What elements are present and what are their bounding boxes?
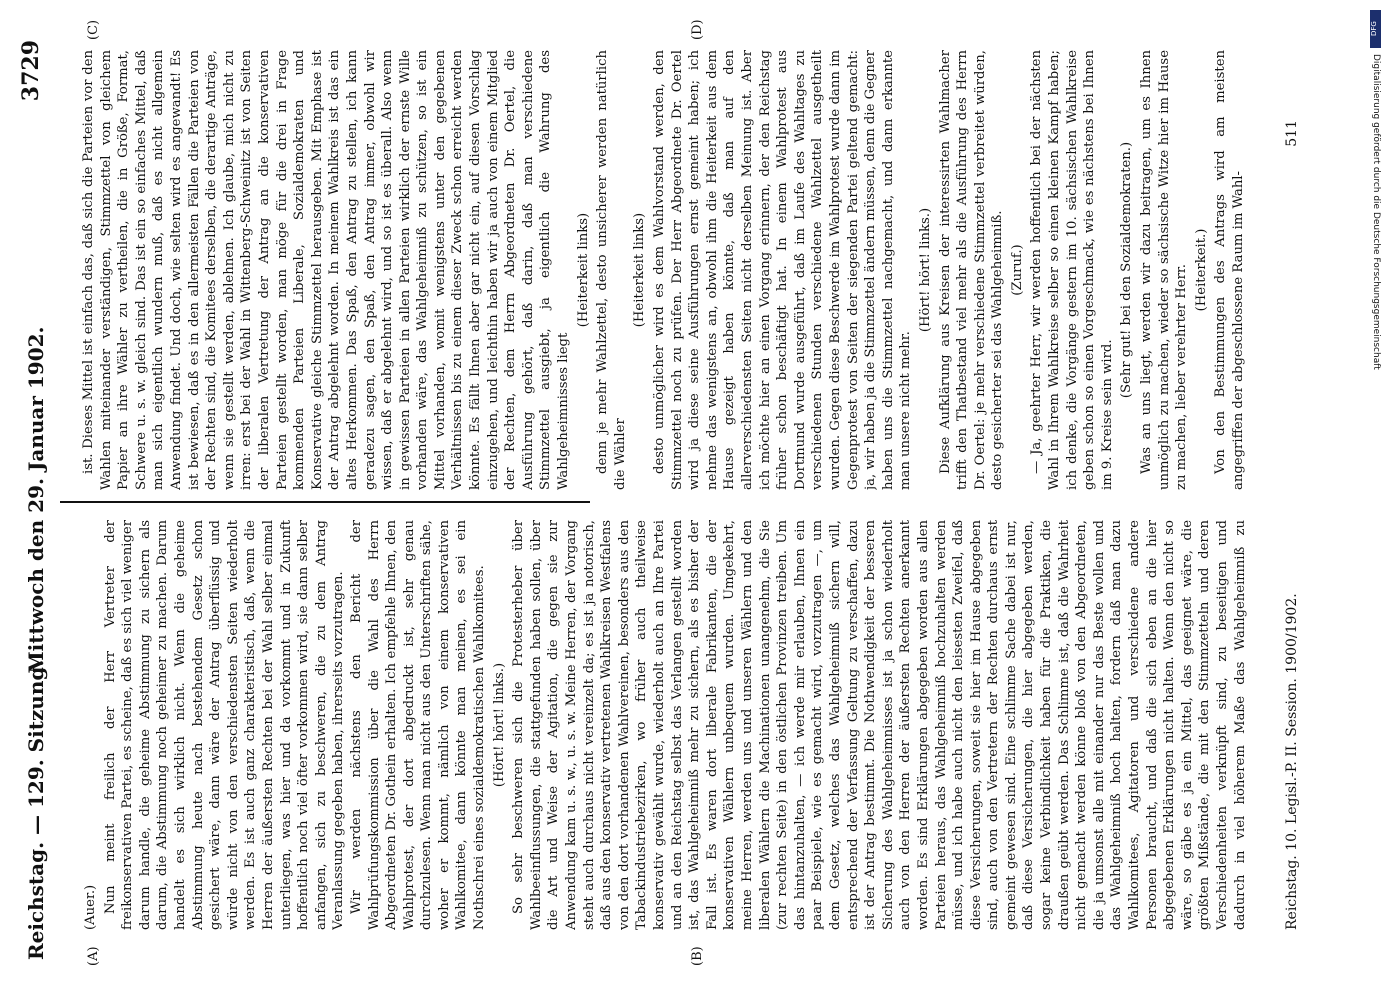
page-number: 3729 <box>18 40 44 102</box>
footer-page-code: 511 <box>1284 120 1300 147</box>
paragraph: Diese Aufklärung aus Kreisen der interessirten Wahlmacher trifft den Thatbestand viel mehr als die Ausführung des Herrn Dr. Oertel: je mehr verschiedene Stimmzettel verbreitet würden, desto gesicherter sei das Wahlgeheimniß. <box>937 50 1006 490</box>
paragraph: ist. Dieses Mittel ist einfach das, daß sich die Parteien vor den Wahlen miteinander verständigen, Stimmzettel von gleichem Papier an ihre Wähler zu vertheilen, die in Größe, Format, Schwere u. s. w. gleich sind. Das ist ein so einfaches Mittel, daß man sich eigentlich wundern muß, daß es nicht allgemein Anwendung findet. Und doch, wie selten wird es angewandt! Es ist bewiesen, daß es in den allermeisten Fällen die Parteien von der Rechten sind, die Komitees derselben, die derartige Anträge, wenn sie gestellt werden, ablehnen. Ich glaube, mich nicht zu irren: erst bei der Wahl in Wittenberg-Schweinitz ist von Seiten der liberalen Vertretung der Antrag an die konservativen Parteien gestellt worden, man möge für die drei in Frage kommenden Parteien Liberale, Sozialdemokraten und Konservative gleiche Stimmzettel herausgeben. Mit Emphase ist der Antrag abgelehnt worden. In meinem Wahlkreis ist das ein altes Herkommen. Das Spaß, den Antrag zu stellen, ich kann geradezu sagen, den Spaß, den Antrag immer, obwohl wir wissen, daß er abgelehnt wird, und so ist es überall. Also wenn in gewissen Parteien in allen Parteien wirklich der ernste Wille vorhanden wäre, das Wahlgeheimniß zu schützen, so ist ein Mittel vorhanden, womit wenigstens unter den gegebenen Verhältnissen bis zu einem dieser Zweck schon erreicht werden könnte. Es fällt Ihnen aber gar nicht ein, auf diesen Vorschlag einzugehen, und leichthin haben wir ja auch von einem Mitglied der Rechten, dem Herrn Abgeordneten Dr. Oertel, die Ausführung gehört, daß darin, daß man verschiedene Stimmzettel ausgiebt, ja eigentlich die Wahrung des Wahlgeheimnisses liegt <box>81 50 572 490</box>
interjection: (Zuruf.) <box>1009 244 1025 296</box>
page-header <box>18 40 58 960</box>
margin-marker-b: (B) <box>690 946 705 966</box>
paragraph: Wir werden nächstens den Bericht der Wahlprüfungskommission über die Wahl des Herrn Abgeordneten Dr. Gothein erhalten. Ich empfehle Ihnen, den Wahlprotest, der dort abgedruckt ist, sehr genau durchzulesen. Wenn man nicht aus den Unterschriften sähe, woher er kommt, nämlich von einem konservativen Wahlkomitee, dann könnte man meinen, es sei ein Nothschrei eines sozialdemokratischen Wahlkomitees. <box>348 520 488 930</box>
right-column <box>80 50 1250 490</box>
interjection: (Hört! hört! links.) <box>917 207 933 333</box>
header-center: Mittwoch den 29. Januar 1902. <box>24 326 48 674</box>
interjection: (Sehr gut! bei den Sozialdemokraten.) <box>1119 141 1135 399</box>
left-column <box>80 520 1250 930</box>
interjection: (Heiterkeit links) <box>632 212 648 328</box>
margin-marker-c: (C) <box>86 19 101 40</box>
interjection: (Heiterkeit.) <box>1193 228 1209 312</box>
column-divider <box>60 501 590 503</box>
interjection: (Hört! hört! links.) <box>491 662 507 788</box>
margin-marker-a: (A) <box>86 946 101 966</box>
header-left: Reichstag. — 129. Sitzung. <box>24 659 48 960</box>
paragraph: — Ja, geehrter Herr, wir werden hoffentlich bei der nächsten Wahl in Ihrem Wahlkreise selber so einen kleinen Kampf haben; ich denke, die Vorgänge gestern im 10. sächsischen Wahlkreise geben schon so einen Vorgeschmack, wie es nächstens bei Ihnen im 9. Kreise sein wird. <box>1029 50 1115 490</box>
dfg-logo: DFG <box>1370 10 1381 48</box>
margin-marker-d: (D) <box>690 19 705 40</box>
paragraph: So sehr beschweren sich die Protesterheber über Wahlbeeinflussungen, die stattgefunden haben sollen, über die Art und Weise der Agitation, die gegen sie zur Anwendung kam u. s. w., u. s. w. Meine Herren, der Vorgang steht auch durchaus nicht vereinzelt da; es ist ja notorisch, daß aus den konservativ vertretenen Wahlkreisen Westfalens von den dort vorhandenen Wahlvereinen, besonders aus den Tabackindustriebezirken, wo früher auch theilweise konservativ gewählt wurde, wiederholt auch an Ihre Partei und an den Reichstag selbst das Verlangen gestellt worden ist, das Wahlgeheimniß mehr zu sichern, als es bisher der Fall ist. Es waren dort liberale Fabrikanten, die der konservativen Wählern unbequem wurden. Umgekehrt, meine Herren, werden uns und unseren Wählern und den liberalen Wählern die Machinationen unangenehm, die Sie (zur rechten Seite) in den östlichen Provinzen treiben. Um das hintanzuhalten, — ich werde mir erlauben, Ihnen ein paar Beispiele, wie es gemacht wird, vorzutragen —, um dem Gesetz, welches das Wahlgeheimniß sichern will, entsprechend der Verfassung Geltung zu verschaffen, dazu ist der Antrag bestimmt. Die Nothwendigkeit der besseren Sicherung des Wahlgeheimnisses ist ja schon wiederholt auch von den Herren der äußersten Rechten anerkannt worden. Es sind Erklärungen abgegeben worden aus allen Parteien heraus, das Wahlgeheimniß hochzuhalten werden müsse, und ich habe auch nicht den leisesten Zweifel, daß diese Versicherungen, soweit sie hier im Hause abgegeben sind, auch von den Vertretern der Rechten durchaus ernst gemeint gewesen sind. Eine schlimme Sache dabei ist nur, daß diese Versicherungen, die hier abgegeben werden, sogar keine Verbindlichkeit haben für die Praktiken, die draußen geübt werden. Das Schlimme ist, daß die Wahrheit nicht gemacht werden könne bloß von den Abgeordneten, die ja umsonst alle mit einander nur das Beste wollen und das Wahlgeheimniß hoch halten, fordern daß man dazu Wahlkomitees, Agitatoren und verschiedene andere Personen braucht, und daß die sich eben an die hier abgegebenen Erklärungen nicht halten. Wenn den nicht so wäre, so gäbe es ja ein Mittel, das geeignet wäre, die größten Mißstände, die mit den Stimmzetteln und deren Verschiedenheiten verknüpft sind, zu beseitigen und dadurch in viel höherem Maße das Wahlgeheimniß zu <box>511 520 1248 930</box>
digitization-stamp <box>1370 10 1381 700</box>
paragraph: denn je mehr Wahlzettel, desto unsicherer werden natürlich die Wähler <box>595 50 628 490</box>
digitization-credit: Digitalisierung gefördert durch die Deutsche Forschungsgemeinschaft <box>1371 54 1381 370</box>
paragraph: desto unmöglicher wird es dem Wahlvorstand werden, den Stimmzettel noch zu prüfen. Der Herr Abgeordnete Dr. Oertel wird ja diese seine Ausführungen ernst gemeint haben; ich nehme das wenigstens an, obwohl ihm die Heiterkeit aus dem Hause gezeigt haben könnte, daß man auf den allerverschiedensten Seiten nicht derselben Meinung ist. Aber ich möchte hier an einen Vorgang erinnern, der den Reichstag früher schon beschäftigt hat. In einem Wahlprotest aus Dortmund wurde ausgeführt, daß im Laufe des Wahltages zu verschiedenen Stunden verschiedene Wahlzettel ausgetheilt wurden. Gegen diese Beschwerde im Wahlprotest wurde dann im Gegenprotest von Seiten der siegenden Partei geltend gemacht: ja, wir haben ja die Stimmzettel ändern müssen, denn die Gegner haben uns die Stimmzettel nachgemacht, und dann erkannte man unsere nicht mehr. <box>652 50 914 490</box>
interjection: (Heiterkeit links) <box>575 212 591 328</box>
paragraph: Nun meint freilich der Herr Vertreter der freikonservativen Partei, es scheine, daß es sich viel weniger darum handle, die geheime Abstimmung zu sichern als darum, die Abstimmung noch geheimer zu machen. Darum handelt es sich wirklich nicht. Wenn die geheime Abstimmung heute nach bestehendem Gesetz schon gesichert wäre, dann wäre der Antrag überflüssig und würde nicht von den verschiedensten Seiten wiederholt werden. Es ist auch ganz charakteristisch, daß, wenn die Herren der äußersten Rechten bei der Wahl selber einmal unterliegen, was hier und da vorkommt und in Zukunft hoffentlich noch viel öfter vorkommen wird, sie dann selber anfangen, sich zu beschweren, die zu dem Antrag Veranlassung gegeben haben, ihrerseits vorzutragen. <box>102 520 347 930</box>
paragraph: Was an uns liegt, werden wir dazu beitragen, um es Ihnen unmöglich zu machen, wieder so sächsische Witze hier im Hause zu machen, lieber verehrter Herr. <box>1139 50 1190 490</box>
footer-left: Reichstag. 10. Legisl.-P. II. Session. 1900/1902. <box>1284 593 1300 930</box>
speaker-name: (Auer.) <box>83 884 98 930</box>
paragraph: Von den Bestimmungen des Antrags wird am meisten angegriffen der abgeschlossene Raum im Wahl- <box>1213 50 1246 490</box>
